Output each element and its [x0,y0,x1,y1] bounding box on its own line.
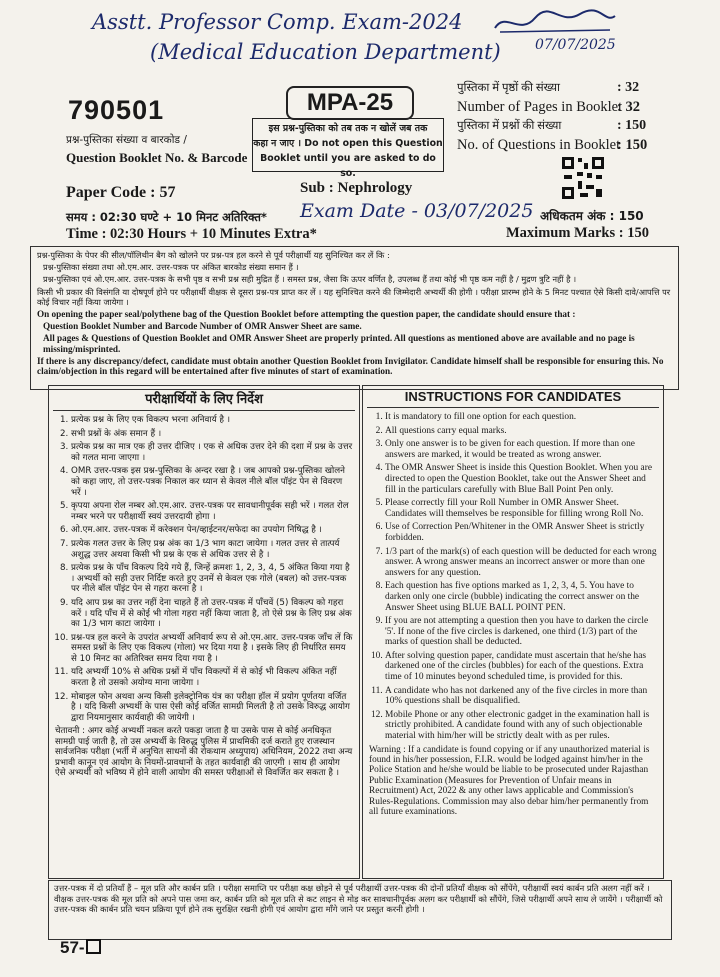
hindi-instructions-heading: परीक्षार्थियों के लिए निर्देश [53,386,355,411]
instruction-item: 9. यदि आप प्रश्न का उत्तर नहीं देना चाहते हैं तो उत्तर-पत्रक में पाँचवें (5) विकल्प को गहरा करें । यदि पाँच में से कोई भी गोला गहरा नहीं किया जाता है, तो ऐसे प्रश्न के लिए प्रश्न अंक का 1/3 भाग काटा जायेगा । [71,598,353,630]
booklet-number: 790501 [68,95,165,125]
english-instruction-list [363,412,663,742]
booklet-series: MPA-25 [286,86,414,120]
instruction-item: 1. It is mandatory to fill one option for each question. [385,412,657,423]
handwritten-department: (Medical Education Department) [150,40,501,64]
hindi-warning: चेतावनी : अगर कोई अभ्यर्थी नकल करते पकड़ा जाता है या उसके पास से कोई अनधिकृत सामग्री पाई जाती है, तो उस अभ्यर्थी के विरुद्ध पुलिस में प्राथमिकी दर्ज कराते हुए राजस्थान सार्वजनिक परीक्षा (भर्ती में अनुचित साधनों की रोकथाम अध्युपाय) अधिनियम, 2022 तथा अन्य प्रभावी कानून एवं आयोग के नियमों-प्रावधानों के तहत कार्यवाही की जाएगी । साथ ही आयोग ऐसे अभ्यर्थी को भविष्य में होने वाली आयोग की समस्त परीक्षाओं से विवर्जित कर सकता है । [55,726,353,779]
questions-english: No. of Questions in Booklet : 150 [457,137,648,153]
instruction-item: 4. The OMR Answer Sheet is inside this Question Booklet. When you are directed to open the Question Booklet, take out the Answer Sheet and fill in the particulars carefully with Blue Ball Point Pen only. [385,463,657,495]
instruction-item: 12. मोबाइल फोन अथवा अन्य किसी इलेक्ट्रोनिक यंत्र का परीक्षा हॉल में प्रयोग पूर्णतया वर्जित है । यदि किसी अभ्यर्थी के पास ऐसी कोई वर्जित सामग्री मिलती है तो उसके विरुद्ध आयोग द्वारा नियमानुसार कार्यवाही की जायेगी । [71,692,353,724]
do-not-open-notice: इस प्रश्न-पुस्तिका को तब तक न खोलें जब तक कहा न जाए । Do not open this Question Booklet until you are asked to do so. [252,118,444,172]
time-hindi: समय : 02:30 घण्टे + 10 मिनट अतिरिक्त* [66,210,267,224]
instruction-item: 2. सभी प्रश्नों के अंक समान हैं । [71,429,353,440]
hindi-instruction-list [49,415,359,723]
instruction-item: 1. प्रत्येक प्रश्न के लिए एक विकल्प भरना अनिवार्य है । [71,415,353,426]
instruction-item: 10. After solving question paper, candidate must ascertain that he/she has darkened one of the circles (bubbles) for each of the questions. Extra time of 10 minutes beyond scheduled time, is provided for this. [385,651,657,683]
instruction-item: 3. Only one answer is to be given for each question. If more than one answers are marked, it would be treated as wrong answer. [385,439,657,460]
paper-code: Paper Code : 57 [66,184,176,201]
instruction-item: 11. A candidate who has not darkened any of the five circles in more than 10% questions shall be disqualified. [385,686,657,707]
opening-instructions: प्रश्न-पुस्तिका के पेपर की सील/पॉलिथीन बैग को खोलने पर प्रश्न-पत्र हल करने से पूर्व परीक्षार्थी यह सुनिश्चित कर लें कि : प्रश्न-पुस्तिका संख्या तथा ओ.एम.आर. उत्तर-पत्रक पर अंकित बारकोड संख्या समान हैं । प्रश्न-पुस्तिका एवं ओ.एम.आर. उत्तर-पत्रक के सभी पृष्ठ व सभी प्रश्न सही मुद्रित हैं । समस्त प्रश्न, जैसा कि ऊपर वर्णित है, उपलब्ध हैं तथा कोई भी पृष्ठ कम नहीं है / मुद्रण त्रुटि नहीं है । किसी भी प्रकार की विसंगति या दोषपूर्ण होने पर परीक्षार्थी वीक्षक से दूसरा प्रश्न-पत्र प्राप्त कर लें । यह सुनिश्चित करने की जिम्मेदारी अभ्यर्थी की होगी । परीक्षा प्रारम्भ होने के 5 मिनट पश्चात ऐसे किसी दावे/आपत्ति पर कोई विचार नहीं किया जायेगा । On opening the paper seal/polythene bag of the Question Booklet before attempting the question paper, the candidate should ensure that : Question Booklet Number and Barcode Number of OMR Answer Sheet are same. All pages & Questions of Question Booklet and OMR Answer Sheet are properly printed. All questions as mentioned above are available and no page is missing/misprinted. If there is any discrepancy/defect, candidate must obtain another Question Booklet from Invigilator. Candidate himself shall be responsible for ensuring this. No claim/objection in this regard will be entertained after five minutes of start of examination. [30,246,679,390]
instruction-item: 5. कृपया अपना रोल नम्बर ओ.एम.आर. उत्तर-पत्रक पर सावधानीपूर्वक सही भरें । गलत रोल नम्बर भरने पर परीक्षार्थी स्वयं उत्तरदायी होगा । [71,501,353,522]
time-english: Time : 02:30 Hours + 10 Minutes Extra* [66,226,317,242]
instruction-item: 10. प्रश्न-पत्र हल करने के उपरांत अभ्यर्थी अनिवार्य रूप से ओ.एम.आर. उत्तर-पत्रक जाँच लें कि समस्त प्रश्नों के लिए एक विकल्प (गोला) भर दिया गया है । इसके लिए ही निर्धारित समय से 10 मिनट का अतिरिक्त समय दिया गया है । [71,633,353,665]
handwritten-exam-date: Exam Date - 03/07/2025 [300,200,534,222]
booklet-label-hindi: प्रश्न-पुस्तिका संख्या व बारकोड / [66,134,187,146]
english-warning: Warning : If a candidate is found copying or if any unauthorized material is found in his/her possession, F.I.R. would be lodged against him/her in the Police Station and he/she would be liable to be prosecuted under Rajasthan Public Examination (Measures for Prevention of Unfair means in Recruitment) Act, 2022 & any other laws applicable and Commission's Rules-Regulations. Commission may also debar him/her permanently from all future examinations. [369,744,650,818]
instruction-item: 8. प्रत्येक प्रश्न के पाँच विकल्प दिये गये हैं, जिन्हें क्रमशः 1, 2, 3, 4, 5 अंकित किया गया है । अभ्यर्थी को सही उत्तर निर्दिष्ट करते हुए उनमें से केवल एक गोले (बबल) को उत्तर-पत्रक पर नीले बॉल पॉइंट पेन से गहरा करना है । [71,563,353,595]
pages-hindi: पुस्तिका में पृष्ठों की संख्या : 32 [457,80,640,95]
max-marks-hindi: अधिकतम अंक : 150 [540,209,644,223]
handwritten-date: 07/07/2025 [535,37,616,53]
hindi-instructions [48,385,360,879]
instruction-item: 3. प्रत्येक प्रश्न का मात्र एक ही उत्तर दीजिए । एक से अधिक उत्तर देने की दशा में प्रश्न के उत्तर को गलत माना जाएगा । [71,442,353,463]
instruction-item: 6. Use of Correction Pen/Whitener in the OMR Answer Sheet is strictly forbidden. [385,522,657,543]
pages-english: Number of Pages in Booklet : 32 [457,99,640,115]
qr-code-icon [560,155,606,201]
handwritten-signature-icon [490,6,620,40]
instruction-item: 11. यदि अभ्यर्थी 10% से अधिक प्रश्नों में पाँच विकल्पों में से कोई भी विकल्प अंकित नहीं करता है तो उसको अयोग्य माना जायेगा । [71,667,353,688]
questions-hindi: पुस्तिका में प्रश्नों की संख्या : 150 [457,118,647,133]
english-instructions [362,385,664,879]
subject: Sub : Nephrology [300,180,413,196]
instruction-item: 7. 1/3 part of the mark(s) of each question will be deducted for each wrong answer. A wrong answer means an incorrect answer or more than one answers for any question. [385,547,657,579]
instruction-item: 7. प्रत्येक गलत उत्तर के लिए प्रश्न अंक का 1/3 भाग काटा जायेगा । गलत उत्तर से तात्पर्य अशुद्ध उत्तर अथवा किसी भी प्रश्न के एक से अधिक उत्तर से है । [71,539,353,560]
max-marks-english: Maximum Marks : 150 [506,225,649,241]
instruction-item: 6. ओ.एम.आर. उत्तर-पत्रक में करेक्शन पेन/व्हाईटनर/सफेदा का उपयोग निषिद्ध है । [71,525,353,536]
checkbox-square-icon [86,939,101,954]
answer-sheet-copy-note: उत्तर-पत्रक में दो प्रतियाँ हैं – मूल प्रति और कार्बन प्रति । परीक्षा समाप्ति पर परीक्षा कक्ष छोड़ने से पूर्व परीक्षार्थी उत्तर-पत्रक की दोनों प्रतियाँ वीक्षक को सौंपेंगे, परीक्षार्थी स्वयं कार्बन प्रति अलग नहीं करें । वीक्षक उत्तर-पत्रक की मूल प्रति को अपने पास जमा कर, कार्बन प्रति को मूल प्रति से कट लाइन से मोड़ कर सावधानीपूर्वक अलग कर परीक्षार्थी को सौंपेंगे, जिसे परीक्षार्थी अपने साथ ले जायेंगे । परीक्षार्थी को उत्तर-पत्रक की कार्बन प्रति चयन प्रक्रिया पूर्ण होने तक सुरक्षित रखनी होगी एवं आयोग द्वारा माँगे जाने पर प्रस्तुत करनी होगी । [48,880,672,940]
handwritten-exam-title: Asstt. Professor Comp. Exam-2024 [92,10,463,34]
page-code: 57- [60,938,101,958]
instruction-item: 12. Mobile Phone or any other electronic gadget in the examination hall is strictly prohibited. A candidate found with any of such objectionable material with him/her will be strictly dealt with as per rules. [385,710,657,742]
booklet-label-english: Question Booklet No. & Barcode [66,150,248,165]
instruction-item: 9. If you are not attempting a question then you have to darken the circle '5'. If none of the five circles is darkened, one third (1/3) part of the marks of question shall be deducted. [385,616,657,648]
instruction-item: 5. Please correctly fill your Roll Number in OMR Answer Sheet. Candidates will themselves be responsible for filling wrong Roll No. [385,498,657,519]
instruction-item: 4. OMR उत्तर-पत्रक इस प्रश्न-पुस्तिका के अन्दर रखा है । जब आपको प्रश्न-पुस्तिका खोलने को कहा जाए, तो उत्तर-पत्रक निकाल कर ध्यान से केवल नीले बॉल पॉइंट पेन से विवरण भरें । [71,466,353,498]
english-instructions-heading: INSTRUCTIONS FOR CANDIDATES [367,386,659,408]
instruction-item: 8. Each question has five options marked as 1, 2, 3, 4, 5. You have to darken only one circle (bubble) indicating the correct answer on the Answer Sheet using BLUE BALL POINT PEN. [385,581,657,613]
instruction-item: 2. All questions carry equal marks. [385,426,657,437]
